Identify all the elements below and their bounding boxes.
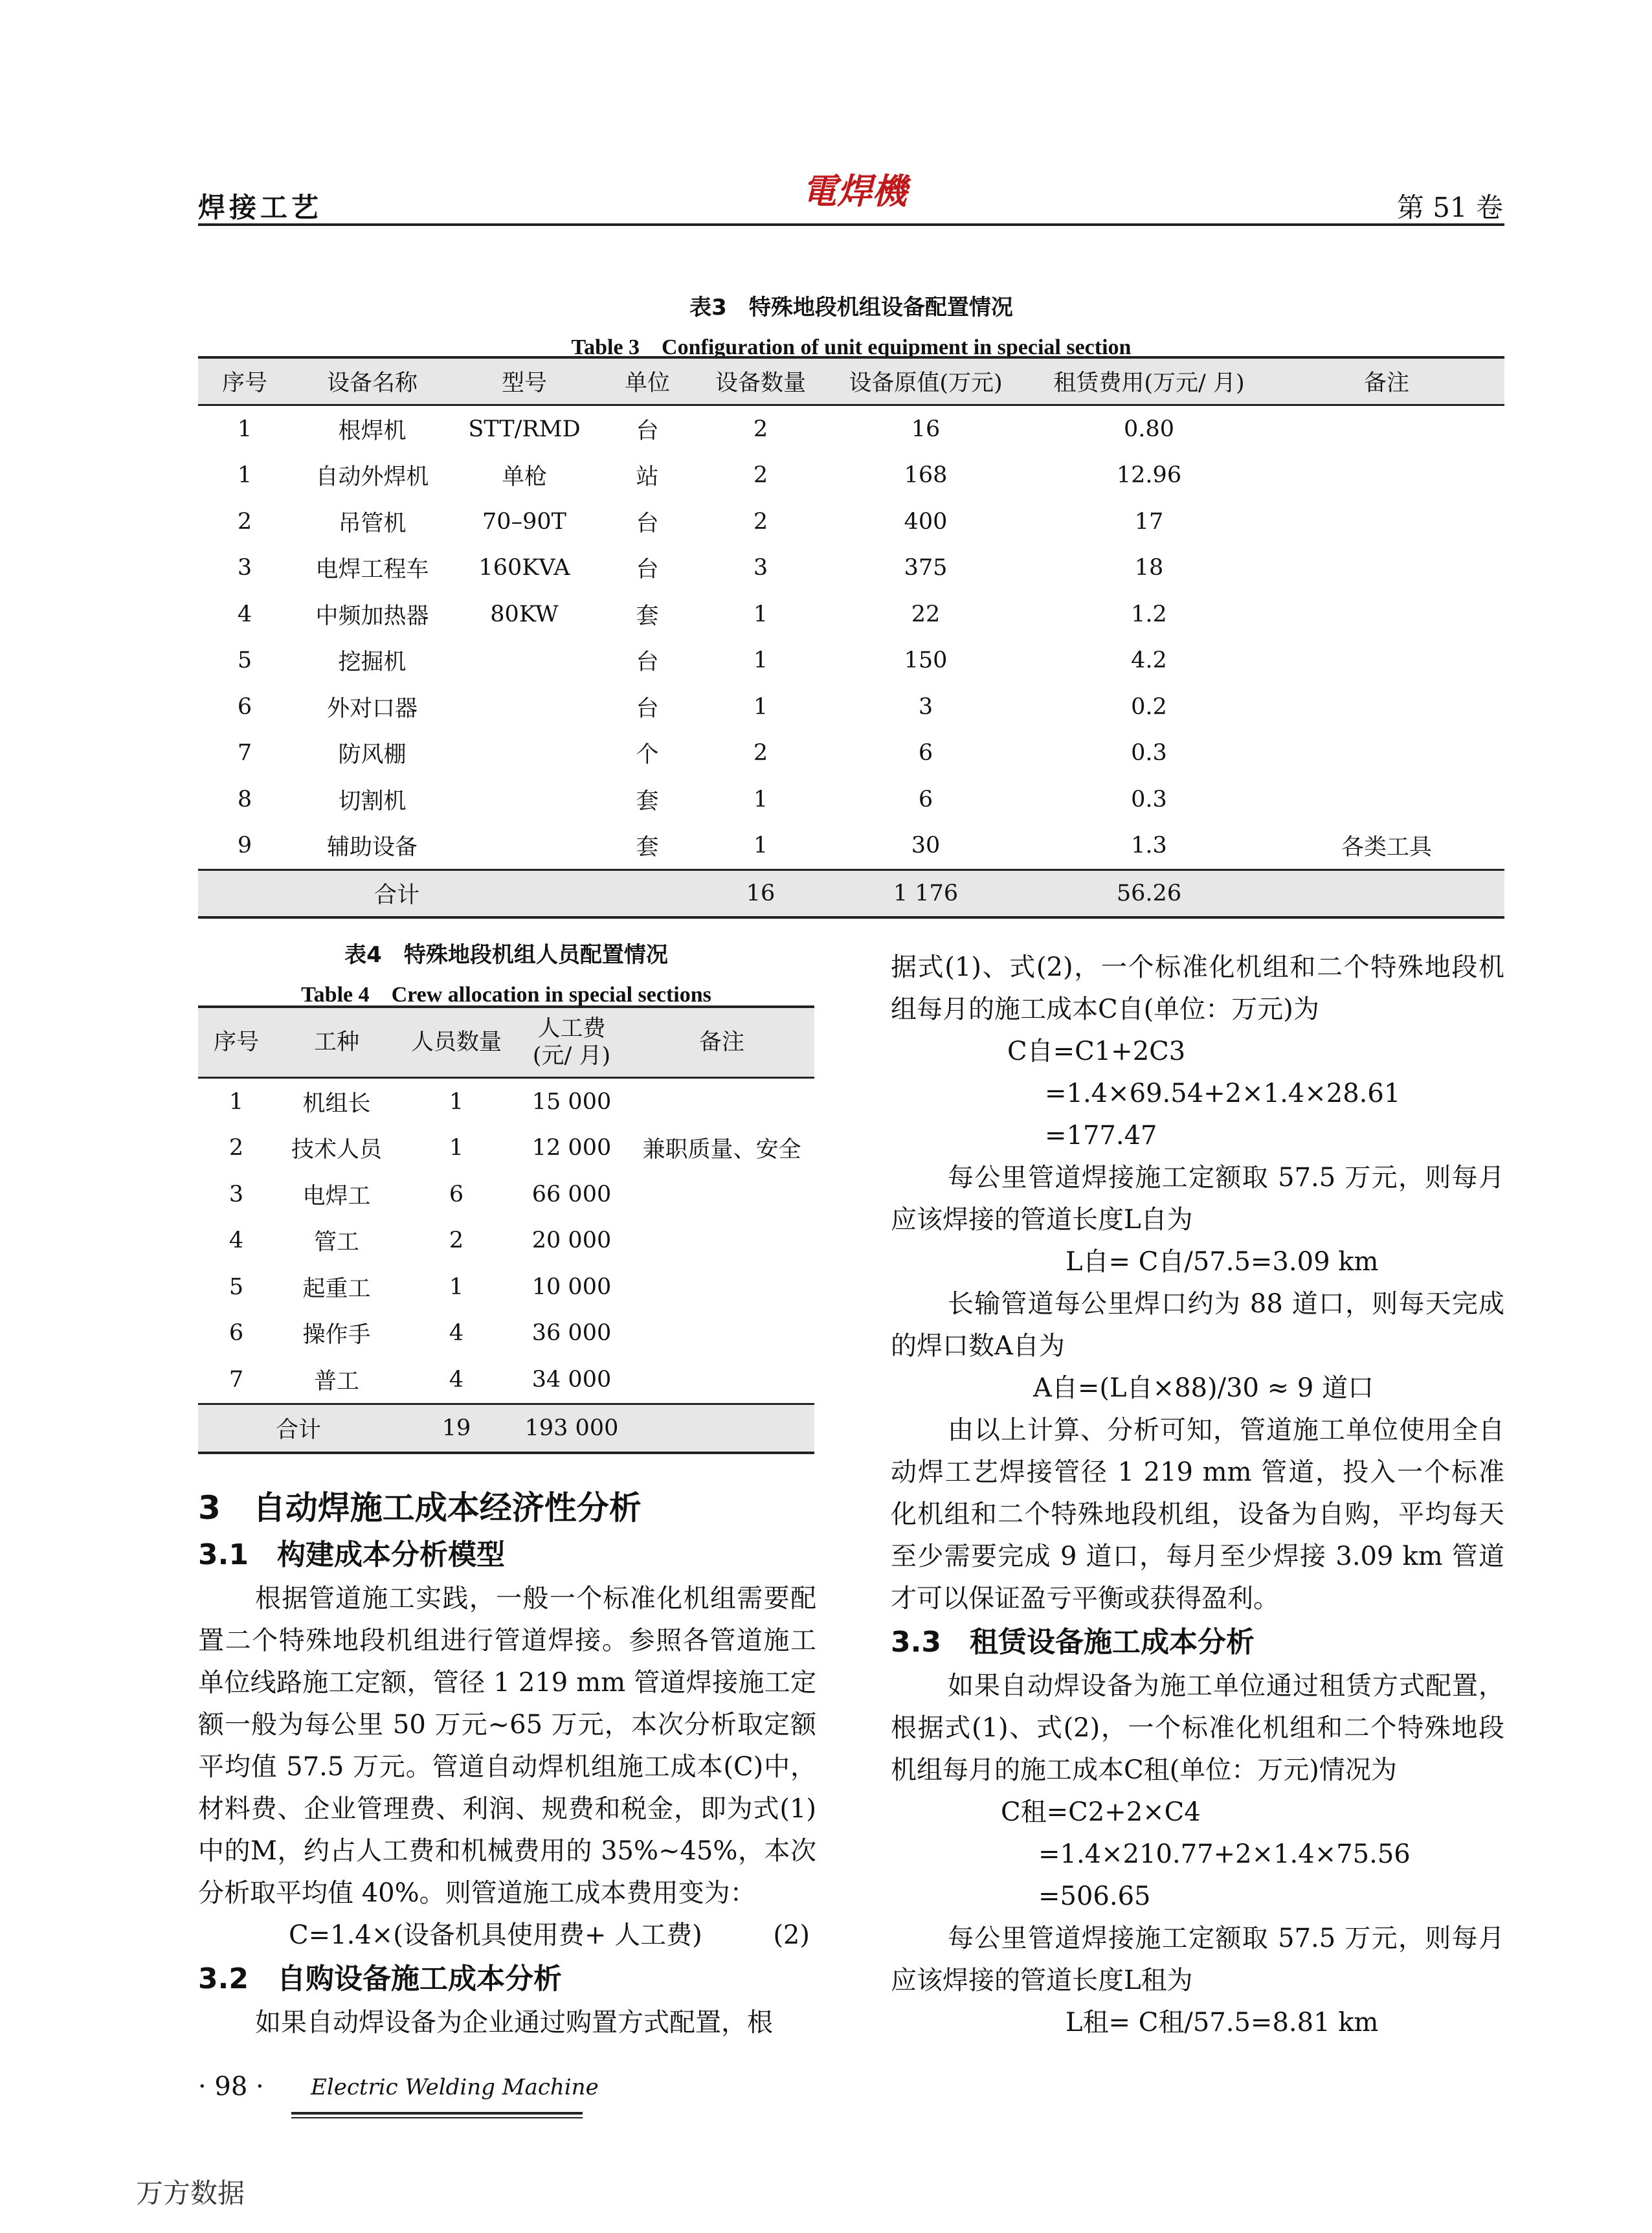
table3-cell: 6 bbox=[237, 693, 252, 720]
table3-cell: 8 bbox=[237, 786, 252, 813]
table3-row bbox=[198, 591, 1504, 638]
table3-cell: 150 bbox=[904, 647, 948, 674]
equation-line: =177.47 bbox=[1045, 1121, 1157, 1150]
table4-cell: 34 000 bbox=[531, 1366, 612, 1393]
table3-cell: 2 bbox=[753, 462, 768, 489]
table3-caption-zh: 表3 特殊地段机组设备配置情况 bbox=[689, 295, 1013, 320]
table4-cell: 兼职质量、安全 bbox=[642, 1137, 801, 1163]
table3-cell: 1 bbox=[753, 693, 768, 720]
paragraph: 如果自动焊设备为施工单位通过租赁方式配置，根据式(1)、式(2)，一个标准化机组和二个特殊地段机组每月的施工成本C租(单位：万元)情况为 bbox=[891, 1671, 1504, 1785]
svg-text:電焊機: 電焊機 bbox=[802, 170, 907, 212]
table3-total-note bbox=[1269, 870, 1504, 918]
table3-cell: 18 bbox=[1134, 555, 1164, 581]
table3-cell: 7 bbox=[237, 740, 252, 767]
table3-cell: 2 bbox=[753, 508, 768, 535]
table4-header-cell: 人员数量 bbox=[399, 1007, 514, 1078]
running-head-volume: 第 51 卷 bbox=[1396, 192, 1503, 223]
table3-cell: 站 bbox=[636, 464, 659, 491]
table3-cell bbox=[1269, 591, 1504, 638]
table3-cell: 2 bbox=[753, 740, 768, 767]
table3-cell: 22 bbox=[911, 601, 941, 627]
paragraph: 由以上计算、分析可知，管道施工单位使用全自动焊工艺焊接管径 1 219 mm 管道，投入一个标准化机组和二个特殊地段机组，设备为自购，平均每天至少需要完成 9 道口，每月至少焊接 3.09 km 管道才可以保证盈亏平衡或获得盈利。 bbox=[891, 1415, 1504, 1613]
table3-header-cell: 型号 bbox=[453, 357, 596, 405]
table3-cell: 70–90T bbox=[482, 508, 566, 535]
watermark: 万方数据 bbox=[136, 2177, 245, 2209]
table3-cell: 1 bbox=[753, 786, 768, 813]
table3-row bbox=[198, 453, 1504, 499]
equation-line: =1.4×69.54+2×1.4×28.61 bbox=[1045, 1079, 1401, 1108]
table4-cell: 6 bbox=[449, 1181, 464, 1207]
table3-header-cell: 序号 bbox=[198, 357, 291, 405]
table3-cell: 12.96 bbox=[1116, 462, 1182, 489]
page-number: · 98 · bbox=[198, 2072, 264, 2102]
table3-cell bbox=[453, 823, 596, 870]
table3-cell: 挖掘机 bbox=[338, 649, 407, 676]
paragraph: 每公里管道焊接施工定额取 57.5 万元，则每月应该焊接的管道长度L自为 bbox=[891, 1163, 1504, 1235]
table3-cell bbox=[453, 684, 596, 730]
table3-cell: 17 bbox=[1134, 508, 1164, 535]
table3-cell bbox=[453, 776, 596, 823]
table3-cell: 16 bbox=[911, 416, 941, 442]
table3-cell: 根焊机 bbox=[338, 418, 407, 444]
equation-line: L自= C自/57.5=3.09 km bbox=[1066, 1247, 1379, 1277]
header-rule bbox=[198, 223, 1504, 226]
table3-cell: 台 bbox=[636, 510, 659, 537]
table4-cell: 10 000 bbox=[531, 1274, 612, 1300]
table3-header-cell: 设备原值(万元) bbox=[822, 357, 1029, 405]
table3-cell: 3 bbox=[918, 693, 933, 720]
table3-cell: 1 bbox=[237, 416, 252, 442]
table4-cell bbox=[629, 1264, 814, 1310]
table3-cell: 3 bbox=[237, 555, 252, 581]
table3-cell: 电焊工程车 bbox=[315, 557, 429, 583]
table4-header-cell-line1: 人工费 bbox=[537, 1016, 606, 1042]
table3-cell bbox=[1269, 776, 1504, 823]
table4-row bbox=[198, 1356, 814, 1404]
table3-cell: 5 bbox=[237, 647, 252, 674]
table4-cell bbox=[629, 1171, 814, 1218]
table3-cell: 4.2 bbox=[1131, 647, 1167, 674]
table4-cell bbox=[629, 1078, 814, 1125]
paragraph: 据式(1)、式(2)，一个标准化机组和二个特殊地段机组每月的施工成本C自(单位：万元)为 bbox=[891, 952, 1504, 1024]
table3-header-cell: 备注 bbox=[1269, 357, 1504, 405]
table3-cell: 自动外焊机 bbox=[315, 464, 429, 491]
table4-header-row bbox=[198, 1007, 814, 1078]
table3-cell: 切割机 bbox=[338, 788, 407, 814]
table4-caption-zh: 表4 特殊地段机组人员配置情况 bbox=[344, 942, 668, 968]
table3-cell: 0.3 bbox=[1131, 786, 1167, 813]
footer-rule-thin bbox=[291, 2117, 583, 2118]
table3-header-cell: 租赁费用(万元/ 月) bbox=[1029, 357, 1269, 405]
table3-cell: 防风棚 bbox=[338, 742, 407, 769]
table3-cell: 1 bbox=[753, 833, 768, 859]
table3-header-cell: 设备数量 bbox=[699, 357, 822, 405]
table3-cell bbox=[1269, 453, 1504, 499]
section-3-3-heading: 3.3 租赁设备施工成本分析 bbox=[891, 1626, 1255, 1659]
table3-header-cell: 单位 bbox=[596, 357, 699, 405]
table3-row bbox=[198, 684, 1504, 730]
table4 bbox=[198, 1005, 814, 1454]
table3-cell: 400 bbox=[904, 508, 948, 535]
table4-cell: 技术人员 bbox=[291, 1137, 382, 1163]
table4-total-qty: 19 bbox=[399, 1404, 514, 1453]
table4-header-cell: 工种 bbox=[274, 1007, 399, 1078]
table4-cell: 起重工 bbox=[302, 1275, 371, 1302]
table4-cell: 普工 bbox=[313, 1368, 359, 1395]
table4-cell: 66 000 bbox=[531, 1181, 612, 1207]
table3-cell bbox=[453, 730, 596, 777]
table4-cell: 管工 bbox=[313, 1229, 359, 1256]
table3-cell: 30 bbox=[911, 833, 941, 859]
table3-caption bbox=[198, 289, 1504, 361]
table4-cell: 12 000 bbox=[531, 1135, 612, 1161]
table3-row bbox=[198, 776, 1504, 823]
equation-2 bbox=[198, 1914, 816, 1957]
equation-line: L租= C租/57.5=8.81 km bbox=[1066, 2008, 1379, 2037]
table3-total-row bbox=[198, 870, 1504, 918]
table3-cell bbox=[1269, 638, 1504, 684]
table4-cell: 20 000 bbox=[531, 1228, 612, 1254]
table3-cell: 168 bbox=[904, 462, 948, 489]
table3-cell: 2 bbox=[753, 416, 768, 442]
table4-caption-en: Table 4 Crew allocation in special sections bbox=[301, 983, 711, 1007]
table3-cell: 1.3 bbox=[1131, 833, 1167, 859]
table3-cell: STT/RMD bbox=[468, 416, 581, 442]
table3-cell: 1 bbox=[237, 462, 252, 489]
journal-logo bbox=[796, 170, 913, 215]
equation-line: C自=C1+2C3 bbox=[1007, 1037, 1186, 1066]
table3-cell: 台 bbox=[636, 418, 659, 444]
table4-cell: 电焊工 bbox=[302, 1183, 371, 1209]
equation-line: C租=C2+2×C4 bbox=[1001, 1797, 1201, 1827]
equation-line: =1.4×210.77+2×1.4×75.56 bbox=[1038, 1839, 1411, 1869]
paragraph: 长输管道每公里焊口约为 88 道口，则每天完成的焊口数A自为 bbox=[891, 1289, 1504, 1361]
table4-cell bbox=[629, 1218, 814, 1264]
equation-line: A自=(L自×88)/30 ≈ 9 道口 bbox=[1033, 1373, 1374, 1403]
table3-cell: 0.2 bbox=[1131, 693, 1167, 720]
table3-row bbox=[198, 823, 1504, 870]
table3-cell bbox=[1269, 405, 1504, 453]
paragraph: 每公里管道焊接施工定额取 57.5 万元，则每月应该焊接的管道长度L租为 bbox=[891, 1924, 1504, 1995]
table3-cell: 单枪 bbox=[501, 464, 547, 491]
table4-cell: 4 bbox=[229, 1228, 244, 1254]
table3-cell: 1.2 bbox=[1131, 601, 1167, 627]
table3-cell: 1 bbox=[753, 601, 768, 627]
table4-row bbox=[198, 1078, 814, 1125]
table4-row bbox=[198, 1264, 814, 1310]
table4-header-cell: 备注 bbox=[629, 1007, 814, 1078]
table4-header-cell bbox=[514, 1007, 629, 1078]
table3-cell: 中频加热器 bbox=[315, 603, 429, 629]
table3-row bbox=[198, 545, 1504, 592]
table3-total-rent: 56.26 bbox=[1029, 870, 1269, 918]
table4-cell: 6 bbox=[229, 1320, 244, 1347]
table3-cell: 个 bbox=[636, 742, 659, 769]
table4-cell: 7 bbox=[229, 1366, 244, 1393]
table4-total-note bbox=[629, 1404, 814, 1453]
table4-cell: 15 000 bbox=[531, 1088, 612, 1115]
table4-caption bbox=[198, 937, 814, 1008]
table4-cell: 2 bbox=[229, 1135, 244, 1161]
table3-cell: 6 bbox=[918, 786, 933, 813]
table3-cell bbox=[1269, 684, 1504, 730]
table4-row bbox=[198, 1310, 814, 1357]
table3-cell: 各类工具 bbox=[1341, 835, 1432, 861]
table3-total-value: 1 176 bbox=[822, 870, 1029, 918]
footer-rule bbox=[291, 2112, 583, 2115]
table3-cell: 套 bbox=[636, 603, 659, 629]
section-3-2-heading: 3.2 自购设备施工成本分析 bbox=[198, 1962, 562, 1995]
table3-cell bbox=[1269, 499, 1504, 545]
table4-cell: 机组长 bbox=[302, 1090, 371, 1117]
running-head-section: 焊接工艺 bbox=[198, 192, 323, 223]
table4-header-cell-line2: (元/ 月) bbox=[532, 1043, 611, 1069]
table3-cell bbox=[1269, 730, 1504, 777]
section-3-heading: 3 自动焊施工成本经济性分析 bbox=[198, 1489, 642, 1527]
table4-row bbox=[198, 1218, 814, 1264]
table4-cell: 5 bbox=[229, 1274, 244, 1300]
table3-cell: 9 bbox=[237, 833, 252, 859]
equation-2-number: (2) bbox=[773, 1920, 810, 1950]
table4-cell: 1 bbox=[449, 1088, 464, 1115]
table3-row bbox=[198, 638, 1504, 684]
table3-cell: 台 bbox=[636, 695, 659, 722]
table3-cell: 3 bbox=[753, 555, 768, 581]
table4-cell: 36 000 bbox=[531, 1320, 612, 1347]
paragraph: 根据管道施工实践，一般一个标准化机组需要配置二个特殊地段机组进行管道焊接。参照各管道施工单位线路施工定额，管径 1 219 mm 管道焊接施工定额一般为每公里 50 万元~65 万元，本次分析取定额平均值 57.5 万元。管道自动焊机组施工成本(C)中，材料费、企业管理费、利润、规费和税金，即为式(1)中的M，约占人工费和机械费用的 35%~45%，本次分析取平均值 40%。则管道施工成本费用变为： bbox=[198, 1584, 816, 1908]
table3-header-cell: 设备名称 bbox=[291, 357, 453, 405]
table3-cell: 台 bbox=[636, 557, 659, 583]
table3-cell: 0.3 bbox=[1131, 740, 1167, 767]
table3-total-label: 合计 bbox=[198, 870, 596, 918]
table3-cell bbox=[453, 638, 596, 684]
table3-cell: 2 bbox=[237, 508, 252, 535]
table4-header-cell: 序号 bbox=[198, 1007, 274, 1078]
equation-2-body: C=1.4×(设备机具使用费+ 人工费) bbox=[289, 1920, 702, 1950]
table3-row bbox=[198, 405, 1504, 453]
table4-total-value: 193 000 bbox=[514, 1404, 629, 1453]
table3-cell: 吊管机 bbox=[338, 510, 407, 537]
table3-cell: 套 bbox=[636, 788, 659, 814]
table4-cell: 3 bbox=[229, 1181, 244, 1207]
table3-total-empty bbox=[596, 870, 699, 918]
table3-cell: 外对口器 bbox=[326, 695, 418, 722]
table3-cell bbox=[1269, 545, 1504, 592]
table4-cell: 1 bbox=[449, 1274, 464, 1300]
section-3-1-heading: 3.1 构建成本分析模型 bbox=[198, 1538, 505, 1571]
table3-cell: 80KW bbox=[490, 601, 559, 627]
table4-total-row bbox=[198, 1404, 814, 1453]
table4-cell: 4 bbox=[449, 1366, 464, 1393]
table3-row bbox=[198, 499, 1504, 545]
equation-line: =506.65 bbox=[1038, 1881, 1151, 1911]
table4-cell: 4 bbox=[449, 1320, 464, 1347]
table4-cell: 2 bbox=[449, 1228, 464, 1254]
table3-caption-en: Table 3 Configuration of unit equipment in special section bbox=[571, 335, 1132, 359]
table4-cell: 操作手 bbox=[302, 1322, 371, 1349]
table3-cell: 6 bbox=[918, 740, 933, 767]
table3-cell: 0.80 bbox=[1124, 416, 1174, 442]
table3-header-row bbox=[198, 357, 1504, 405]
table3-row bbox=[198, 730, 1504, 777]
table4-total-label: 合计 bbox=[198, 1404, 399, 1453]
table3-cell: 辅助设备 bbox=[326, 835, 418, 861]
table3-cell: 台 bbox=[636, 649, 659, 676]
table3-cell: 1 bbox=[753, 647, 768, 674]
table4-cell: 1 bbox=[449, 1135, 464, 1161]
table4-cell bbox=[629, 1356, 814, 1404]
table3-cell: 4 bbox=[237, 601, 252, 627]
table4-row bbox=[198, 1171, 814, 1218]
table3-total-qty: 16 bbox=[699, 870, 822, 918]
journal-name-footer: Electric Welding Machine bbox=[311, 2074, 599, 2100]
right-column bbox=[891, 947, 1504, 2044]
table3-cell: 375 bbox=[904, 555, 948, 581]
table4-cell bbox=[629, 1310, 814, 1357]
table3-cell: 套 bbox=[636, 835, 659, 861]
paragraph: 如果自动焊设备为企业通过购置方式配置，根 bbox=[255, 2008, 773, 2037]
left-column bbox=[198, 1477, 816, 2044]
table4-row bbox=[198, 1125, 814, 1172]
table3-cell: 160KVA bbox=[478, 555, 570, 581]
table3 bbox=[198, 356, 1504, 919]
table4-cell: 1 bbox=[229, 1088, 244, 1115]
